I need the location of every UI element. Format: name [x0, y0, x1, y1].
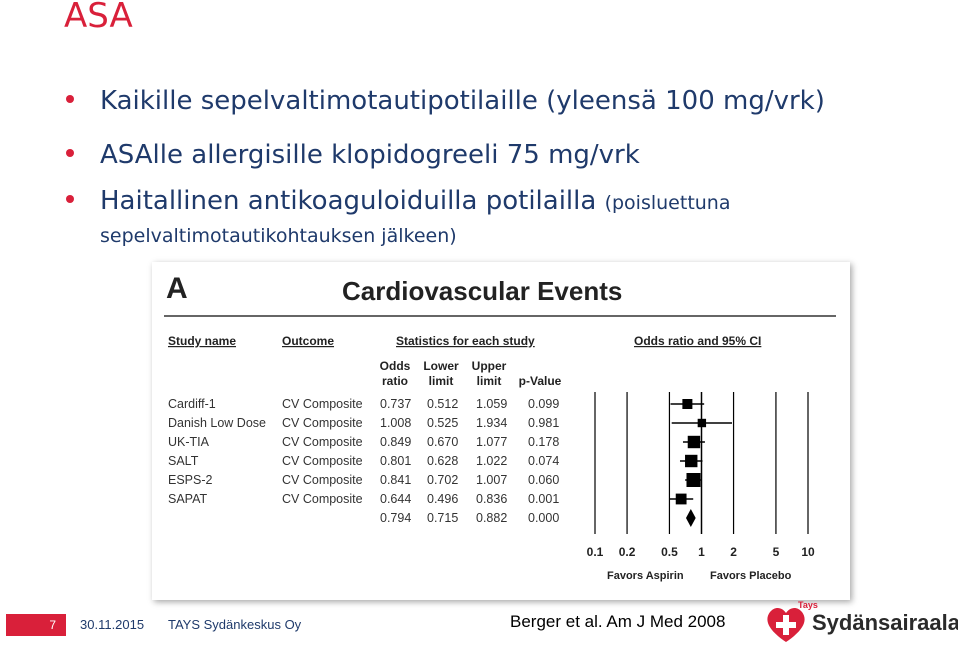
odds-ratio-cell: 0.849	[380, 435, 412, 449]
lower-limit-cell: 0.670	[427, 435, 459, 449]
study-point	[685, 455, 697, 467]
citation: Berger et al. Am J Med 2008	[510, 612, 726, 631]
p-value-cell: 0.981	[528, 416, 560, 430]
lower-limit-cell: 0.496	[427, 492, 459, 506]
bullet-text: Haitallinen antikoaguloiduilla potilailla	[100, 186, 597, 216]
header-or-ci: Odds ratio and 95% CI	[634, 334, 762, 348]
upper-limit-cell: 1.007	[476, 473, 508, 487]
p-value-cell: 0.074	[528, 454, 560, 468]
bullet-dot	[66, 195, 74, 203]
header-lower-2: limit	[428, 374, 454, 388]
bullet-list	[66, 88, 825, 250]
bullet-dot	[66, 95, 74, 103]
page-number: 7	[6, 614, 66, 636]
bullet-item	[66, 188, 825, 250]
p-value-cell: 0.099	[528, 397, 560, 411]
panel-letter: A	[166, 272, 188, 305]
summary-upper-cell: 0.882	[476, 511, 508, 525]
header-study-name: Study name	[168, 334, 237, 348]
study-name-cell: Danish Low Dose	[168, 416, 266, 430]
study-point	[682, 399, 692, 409]
bullet-item	[66, 88, 825, 142]
upper-limit-cell: 0.836	[476, 492, 508, 506]
study-name-cell: SALT	[168, 454, 199, 468]
bullet-text-continued: sepelvaltimotautikohtauksen jälkeen)	[100, 225, 457, 247]
x-tick-label: 2	[730, 545, 737, 559]
bullet-dot	[66, 149, 74, 157]
odds-ratio-cell: 1.008	[380, 416, 412, 430]
outcome-cell: CV Composite	[282, 416, 363, 430]
outcome-cell: CV Composite	[282, 454, 363, 468]
bullet-text: Kaikille sepelvaltimotautipotilaille (yleensä 100 mg/vrk)	[100, 86, 825, 116]
heart-logo-icon	[762, 598, 958, 644]
favors-placebo-label: Favors Placebo	[710, 570, 792, 582]
figure-title: Cardiovascular Events	[342, 276, 623, 306]
footer-org: TAYS Sydänkeskus Oy	[168, 617, 302, 632]
summary-lower-cell: 0.715	[427, 511, 459, 525]
bullet-text-aside: (poisluettuna	[604, 192, 731, 214]
outcome-cell: CV Composite	[282, 473, 363, 487]
outcome-cell: CV Composite	[282, 397, 363, 411]
odds-ratio-cell: 0.644	[380, 492, 412, 506]
upper-limit-cell: 1.022	[476, 454, 508, 468]
study-point	[688, 436, 700, 448]
forest-plot-figure	[152, 262, 850, 600]
footer-date: 30.11.2015	[80, 617, 145, 632]
study-point	[676, 494, 687, 505]
header-upper-2: limit	[476, 374, 502, 388]
outcome-cell: CV Composite	[282, 492, 363, 506]
lower-limit-cell: 0.628	[427, 454, 459, 468]
header-odds-1: Odds	[379, 359, 411, 373]
logo-small-text: Tays	[798, 600, 818, 610]
lower-limit-cell: 0.525	[427, 416, 459, 430]
forest-plot-area	[587, 392, 815, 559]
header-lower-1: Lower	[423, 359, 459, 373]
forest-plot-svg	[152, 262, 850, 600]
summary-diamond	[686, 509, 696, 527]
p-value-cell: 0.178	[528, 435, 560, 449]
header-upper-1: Upper	[471, 359, 507, 373]
p-value-cell: 0.060	[528, 473, 560, 487]
x-tick-label: 5	[772, 545, 780, 559]
upper-limit-cell: 1.934	[476, 416, 508, 430]
favors-aspirin-label: Favors Aspirin	[607, 570, 684, 582]
header-pvalue: p-Value	[518, 374, 562, 388]
logo-text: Sydänsairaala	[812, 610, 958, 635]
study-name-cell: Cardiff-1	[168, 397, 216, 411]
odds-ratio-cell: 0.737	[380, 397, 412, 411]
study-name-cell: UK-TIA	[168, 435, 209, 449]
study-name-cell: SAPAT	[168, 492, 208, 506]
x-tick-label: 10	[801, 545, 815, 559]
study-name-cell: ESPS-2	[168, 473, 213, 487]
lower-limit-cell: 0.512	[427, 397, 459, 411]
odds-ratio-cell: 0.841	[380, 473, 412, 487]
header-odds-2: ratio	[381, 374, 409, 388]
slide-title: ASA	[64, 0, 133, 36]
x-tick-label: 0.2	[618, 545, 636, 559]
summary-odds-ratio-cell: 0.794	[380, 511, 412, 525]
lower-limit-cell: 0.702	[427, 473, 459, 487]
outcome-cell: CV Composite	[282, 435, 363, 449]
sydansairaala-logo	[762, 598, 958, 644]
bullet-text: ASAlle allergisille klopidogreeli 75 mg/vrk	[100, 140, 640, 170]
bullet-item	[66, 142, 825, 188]
header-outcome: Outcome	[282, 334, 335, 348]
odds-ratio-cell: 0.801	[380, 454, 412, 468]
x-tick-label: 0.1	[586, 545, 604, 559]
p-value-cell: 0.001	[528, 492, 560, 506]
x-tick-label: 1	[698, 545, 705, 559]
study-point	[686, 473, 700, 487]
upper-limit-cell: 1.077	[476, 435, 508, 449]
summary-p-value-cell: 0.000	[528, 511, 560, 525]
x-tick-label: 0.5	[661, 545, 678, 559]
header-stats: Statistics for each study	[396, 334, 535, 348]
upper-limit-cell: 1.059	[476, 397, 508, 411]
table-rows	[168, 397, 559, 525]
